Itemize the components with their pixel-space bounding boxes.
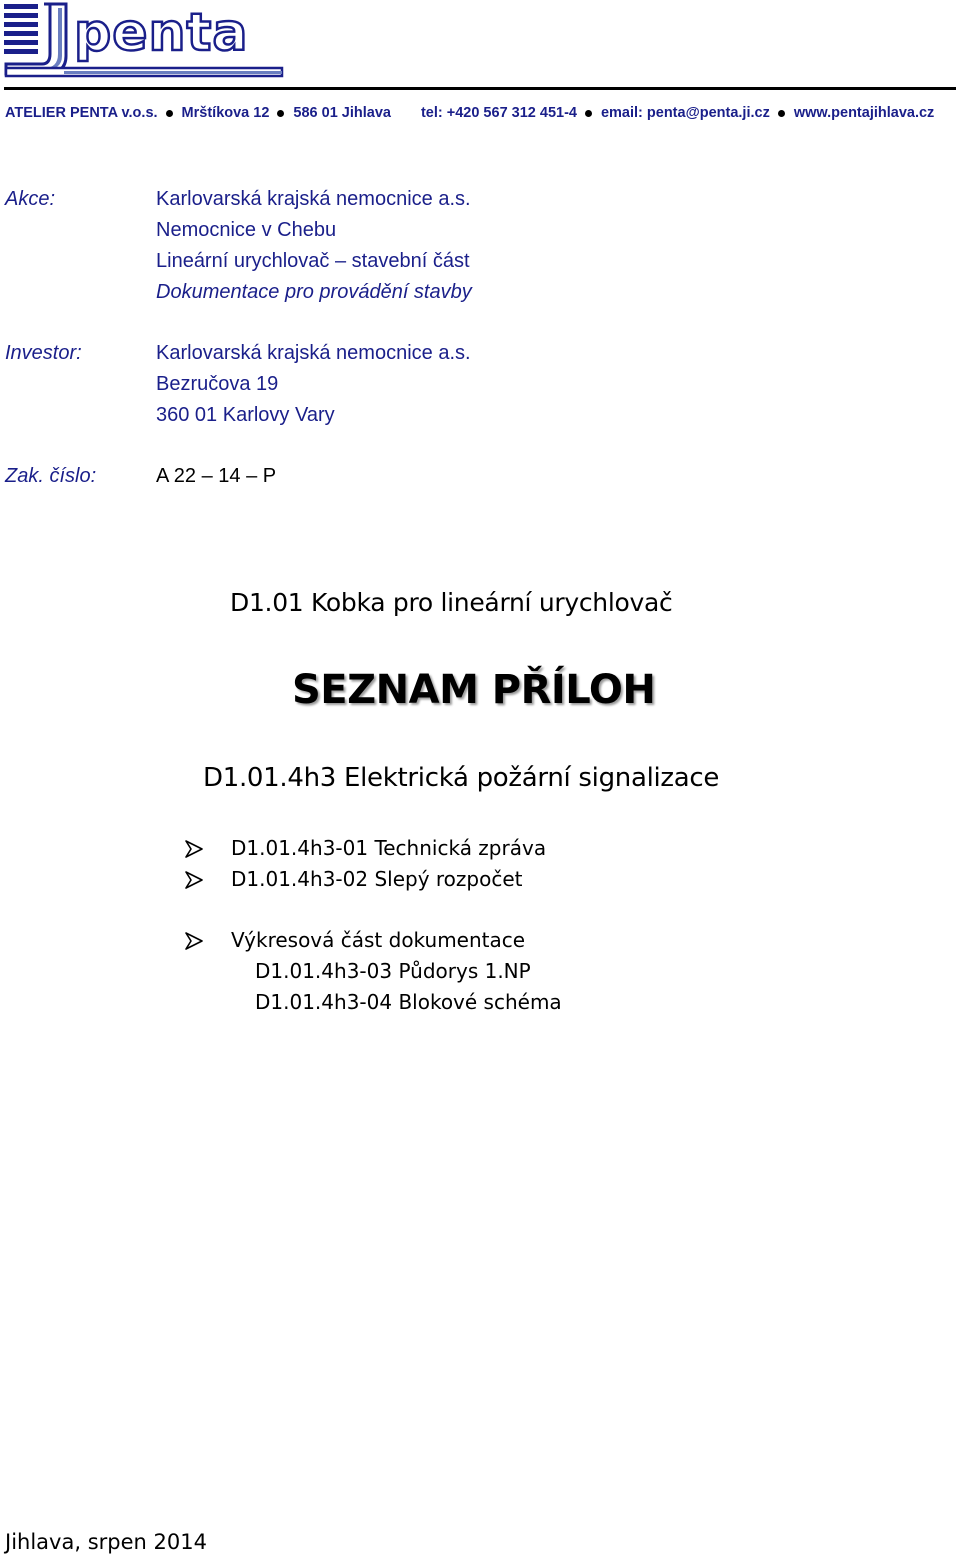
email-link[interactable]: email: penta@penta.ji.cz bbox=[600, 105, 770, 121]
investor-line-2: Bezručova 19 bbox=[156, 373, 279, 395]
bullet-dot-icon bbox=[166, 110, 173, 117]
drawing-item: D1.01.4h3-03 Půdorys 1.NP bbox=[255, 959, 531, 983]
drawing-item: D1.01.4h3-04 Blokové schéma bbox=[255, 990, 562, 1014]
street: Mrštíkova 12 bbox=[181, 105, 270, 121]
arrowhead-bullet-icon bbox=[184, 871, 204, 889]
section-title: D1.01.4h3 Elektrická požární signalizace bbox=[203, 763, 720, 793]
telephone: tel: +420 567 312 451-4 bbox=[420, 105, 577, 121]
akce-line-4: Dokumentace pro provádění stavby bbox=[156, 281, 472, 303]
logo-stripes bbox=[4, 4, 38, 54]
arrowhead-bullet-icon bbox=[184, 840, 204, 858]
akce-line-3: Lineární urychlovač – stavební část bbox=[156, 250, 470, 272]
akce-label: Akce: bbox=[5, 188, 56, 210]
contact-line bbox=[5, 102, 934, 124]
zak-label: Zak. číslo: bbox=[5, 465, 97, 487]
akce-line-1: Karlovarská krajská nemocnice a.s. bbox=[156, 188, 471, 210]
investor-label: Investor: bbox=[5, 342, 82, 364]
investor-line-1: Karlovarská krajská nemocnice a.s. bbox=[156, 342, 471, 364]
city: 586 01 Jihlava bbox=[293, 105, 391, 121]
arrowhead-bullet-icon bbox=[184, 932, 204, 950]
bullet-dot-icon bbox=[585, 110, 592, 117]
header-rule bbox=[4, 87, 956, 90]
bullet-dot-icon bbox=[277, 110, 284, 117]
penta-logo bbox=[4, 2, 286, 80]
logo-wordmark: penta bbox=[74, 3, 249, 63]
list-item: D1.01.4h3-02 Slepý rozpočet bbox=[231, 867, 523, 891]
website-link[interactable]: www.pentajihlava.cz bbox=[793, 105, 935, 121]
bullet-dot-icon bbox=[778, 110, 785, 117]
zak-value: A 22 – 14 – P bbox=[156, 465, 277, 487]
place-date: Jihlava, srpen 2014 bbox=[5, 1530, 207, 1554]
list-item: D1.01.4h3-01 Technická zpráva bbox=[231, 836, 547, 860]
investor-line-3: 360 01 Karlovy Vary bbox=[156, 404, 335, 426]
drawings-label: Výkresová část dokumentace bbox=[231, 928, 526, 952]
akce-line-2: Nemocnice v Chebu bbox=[156, 219, 337, 241]
document-title: D1.01 Kobka pro lineární urychlovač bbox=[230, 588, 673, 617]
company-name: ATELIER PENTA v.o.s. bbox=[5, 105, 158, 121]
main-heading: SEZNAM PŘÍLOH bbox=[292, 667, 656, 713]
